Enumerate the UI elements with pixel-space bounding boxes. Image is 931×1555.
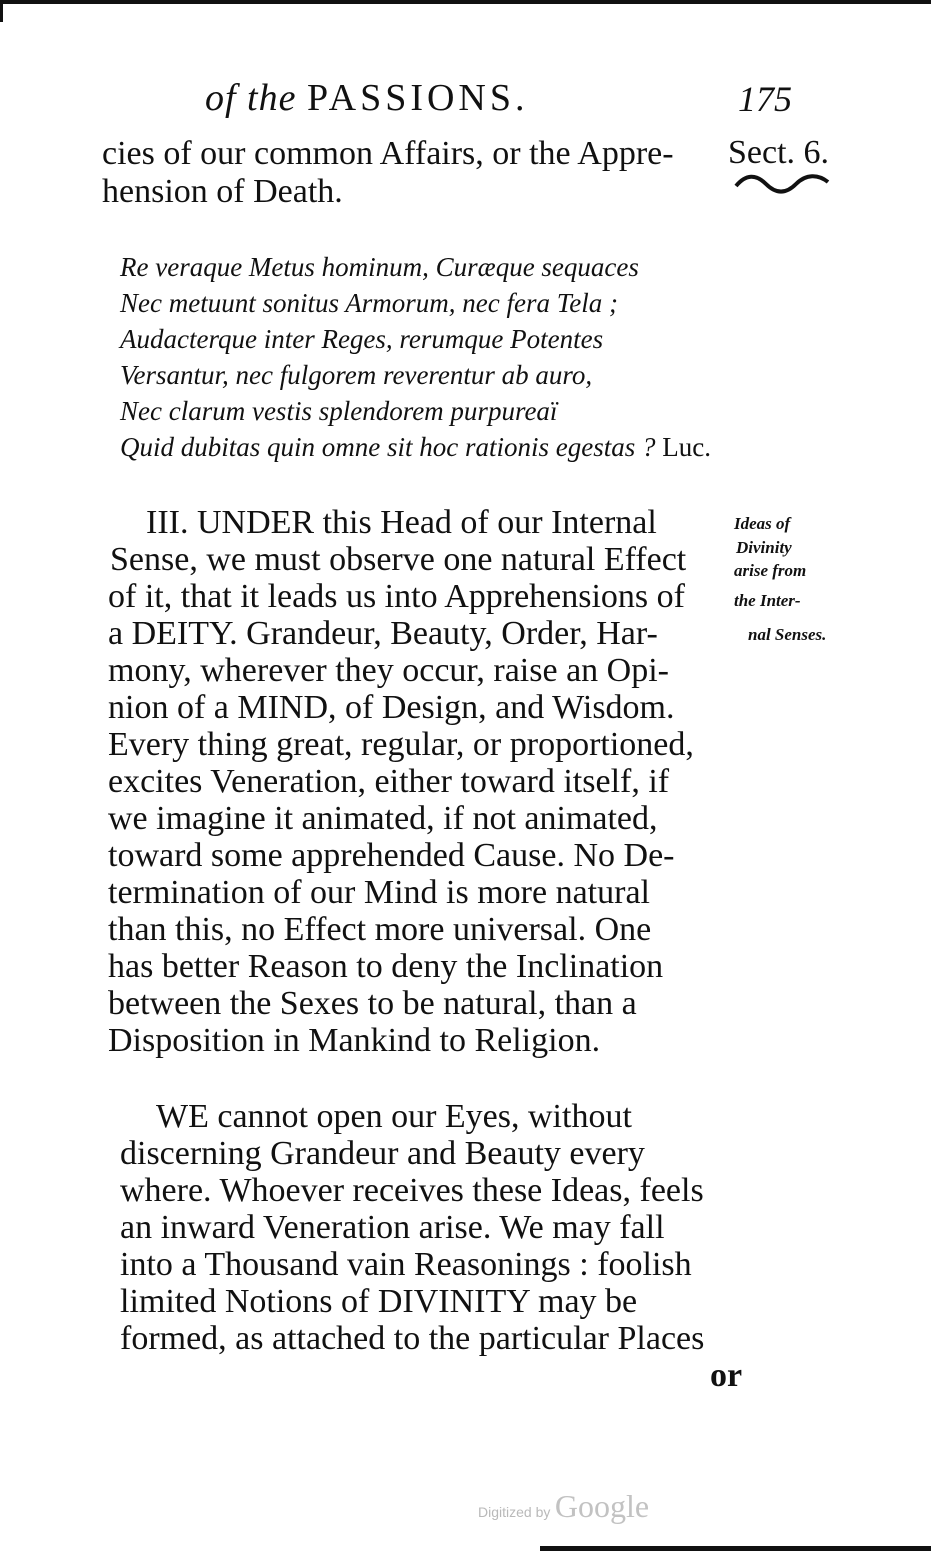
para2-line-6: limited Notions of DIVINITY may be xyxy=(120,1283,638,1320)
verse-attribution: Luc. xyxy=(662,432,711,462)
verse-line-1: Re veraque Metus hominum, Curæque sequaces xyxy=(120,252,639,282)
para2-line-3: where. Whoever receives these Ideas, feels xyxy=(120,1172,704,1209)
running-header xyxy=(205,76,529,120)
para1-line-6: nion of a MIND, of Design, and Wisdom. xyxy=(108,689,675,726)
page-number: 175 xyxy=(738,79,792,119)
para1-line-9: we imagine it animated, if not animated, xyxy=(108,800,658,837)
para1-line-15: Disposition in Mankind to Religion. xyxy=(108,1022,601,1059)
para2-line-1: WE cannot open our Eyes, without xyxy=(156,1098,632,1135)
sidenote-line-3: arise from xyxy=(734,561,807,580)
para2-line-4: an inward Veneration arise. We may fall xyxy=(120,1209,665,1246)
intro-line-2: hension of Death. xyxy=(102,173,343,210)
para1-line-8: excites Veneration, either toward itself, if xyxy=(108,763,670,800)
para1-line-13: has better Reason to deny the Inclination xyxy=(108,948,664,985)
para1-line-2: Sense, we must observe one natural Effect xyxy=(110,541,687,578)
google-brand: Google xyxy=(554,1488,650,1524)
intro-line-1: cies of our common Affairs, or the Appre- xyxy=(102,135,674,172)
para1-line-5: mony, wherever they occur, raise an Opi- xyxy=(108,652,669,689)
verse-line-4: Versantur, nec fulgorem reverentur ab auro, xyxy=(120,360,593,390)
verse-line-6-text: Quid dubitas quin omne sit hoc rationis egestas ? xyxy=(120,432,656,462)
verse-line-2: Nec metuunt sonitus Armorum, nec fera Tela ; xyxy=(120,288,618,318)
scan-edge-left xyxy=(0,0,3,22)
scan-edge-bottom xyxy=(540,1546,931,1551)
catchword: or xyxy=(710,1357,743,1394)
sidenote-line-5: nal Senses. xyxy=(748,625,827,644)
para1-line-14: between the Sexes to be natural, than a xyxy=(108,985,637,1022)
verse-line-3: Audacterque inter Reges, rerumque Potentes xyxy=(120,324,604,354)
para2-line-7: formed, as attached to the particular Places xyxy=(120,1320,705,1357)
para2-line-2: discerning Grandeur and Beauty every xyxy=(120,1135,645,1172)
para1-line-12: than this, no Effect more universal. One xyxy=(108,911,652,948)
sidenote-line-4: the Inter- xyxy=(734,591,801,610)
scan-edge-top xyxy=(0,0,931,4)
para1-line-7: Every thing great, regular, or proportioned, xyxy=(108,726,694,763)
para1-line-10: toward some apprehended Cause. No De- xyxy=(108,837,675,874)
ornament-icon xyxy=(732,170,832,200)
para1-line-4: a DEITY. Grandeur, Beauty, Order, Har- xyxy=(108,615,658,652)
sidenote-line-2: Divinity xyxy=(736,538,792,557)
para2-line-5: into a Thousand vain Reasonings : foolish xyxy=(120,1246,692,1283)
header-prefix: of the xyxy=(205,77,297,119)
sidenote-line-1: Ideas of xyxy=(734,514,791,533)
para1-line-11: termination of our Mind is more natural xyxy=(108,874,650,911)
verse-line-5: Nec clarum vestis splendorem purpureaï xyxy=(120,396,558,426)
header-title: PASSIONS. xyxy=(306,77,529,119)
para1-line-1: III. UNDER this Head of our Internal xyxy=(146,504,657,541)
para1-line-3: of it, that it leads us into Apprehensions of xyxy=(108,578,685,615)
digitization-watermark xyxy=(478,1488,649,1525)
digitized-by-label: Digitized by xyxy=(478,1504,551,1520)
verse-line-6 xyxy=(120,430,711,465)
section-mark: Sect. 6. xyxy=(728,134,830,171)
